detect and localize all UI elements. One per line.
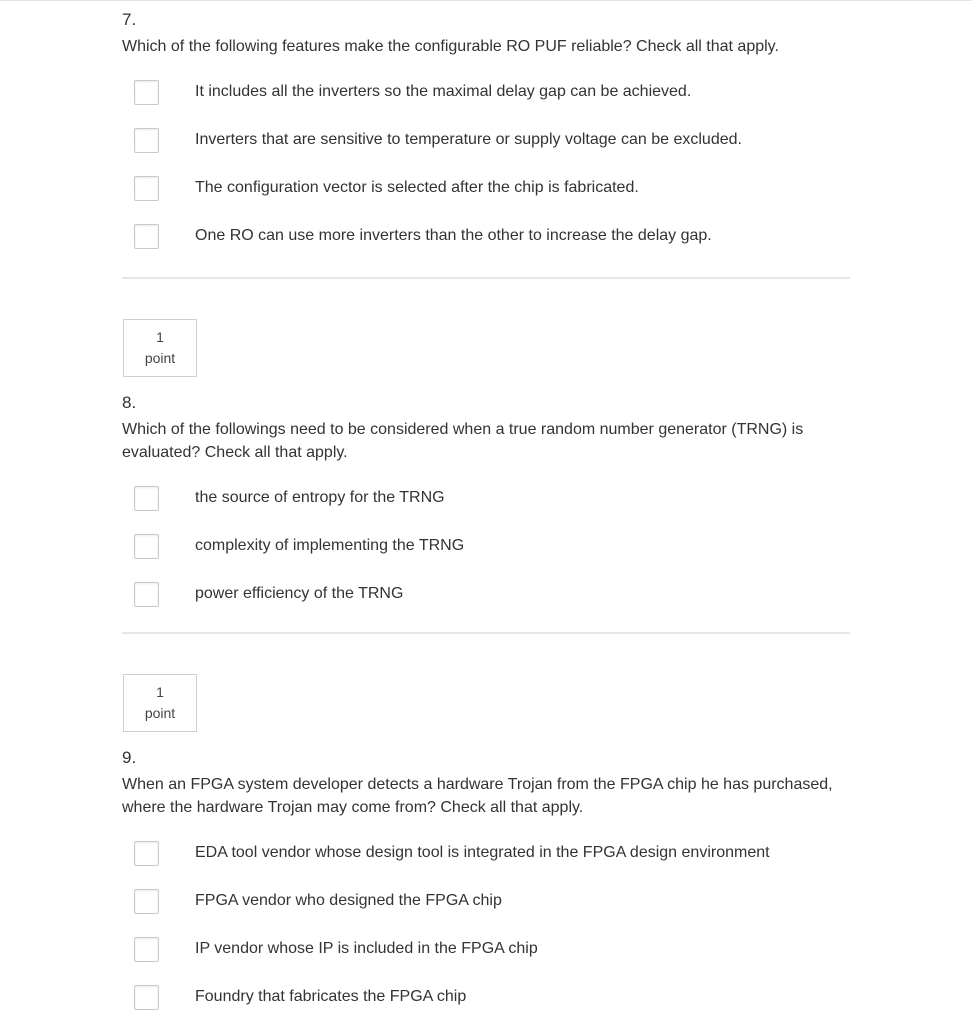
option-label[interactable]: Inverters that are sensitive to temperature or supply voltage can be excluded. [195,131,742,148]
option-checkbox-row[interactable] [122,570,850,618]
checkbox[interactable] [134,128,159,153]
option-list [122,474,850,618]
checkbox[interactable] [134,486,159,511]
points-unit: point [144,350,176,366]
option-checkbox-row[interactable] [122,164,850,212]
option-label[interactable]: EDA tool vendor whose design tool is integrated in the FPGA design environment [195,844,770,861]
checkbox[interactable] [134,841,159,866]
option-list [122,829,850,1021]
option-checkbox-row[interactable] [122,474,850,522]
option-label[interactable]: power efficiency of the TRNG [195,585,404,602]
points-value: 1 [156,329,164,345]
top-border [0,0,972,1]
checkbox[interactable] [134,889,159,914]
question-divider [122,277,850,279]
question-9 [122,748,850,1021]
points-unit: point [144,705,176,721]
option-checkbox-row[interactable] [122,925,850,973]
option-checkbox-row[interactable] [122,212,850,260]
question-7 [122,10,850,260]
question-number: 8. [122,393,137,412]
question-number: 7. [122,10,137,29]
question-text: When an FPGA system developer detects a hardware Trojan from the FPGA chip he has purchased, where the hardware Trojan may come from? Check all that apply. [122,776,833,816]
option-label[interactable]: The configuration vector is selected after the chip is fabricated. [195,179,639,196]
question-number: 9. [122,748,137,767]
option-label[interactable]: FPGA vendor who designed the FPGA chip [195,892,502,909]
option-label[interactable]: IP vendor whose IP is included in the FPGA chip [195,940,538,957]
checkbox[interactable] [134,176,159,201]
option-label[interactable]: complexity of implementing the TRNG [195,537,465,554]
question-8 [122,393,850,618]
points-badge [123,674,197,732]
option-checkbox-row[interactable] [122,522,850,570]
points-badge [123,319,197,377]
checkbox[interactable] [134,80,159,105]
checkbox[interactable] [134,534,159,559]
option-label[interactable]: the source of entropy for the TRNG [195,489,445,506]
checkbox[interactable] [134,224,159,249]
option-checkbox-row[interactable] [122,877,850,925]
points-value: 1 [156,684,164,700]
question-divider [122,632,850,634]
option-list [122,68,850,260]
checkbox[interactable] [134,937,159,962]
checkbox[interactable] [134,985,159,1010]
option-checkbox-row[interactable] [122,116,850,164]
option-checkbox-row[interactable] [122,829,850,877]
option-label[interactable]: Foundry that fabricates the FPGA chip [195,988,467,1005]
question-text: Which of the followings need to be considered when a true random number generator (TRNG) is evaluated? Check all that apply. [122,421,804,461]
option-label[interactable]: It includes all the inverters so the maximal delay gap can be achieved. [195,83,692,100]
question-text: Which of the following features make the configurable RO PUF reliable? Check all that apply. [122,38,779,55]
option-label[interactable]: One RO can use more inverters than the other to increase the delay gap. [195,227,712,244]
option-checkbox-row[interactable] [122,68,850,116]
checkbox[interactable] [134,582,159,607]
option-checkbox-row[interactable] [122,973,850,1021]
